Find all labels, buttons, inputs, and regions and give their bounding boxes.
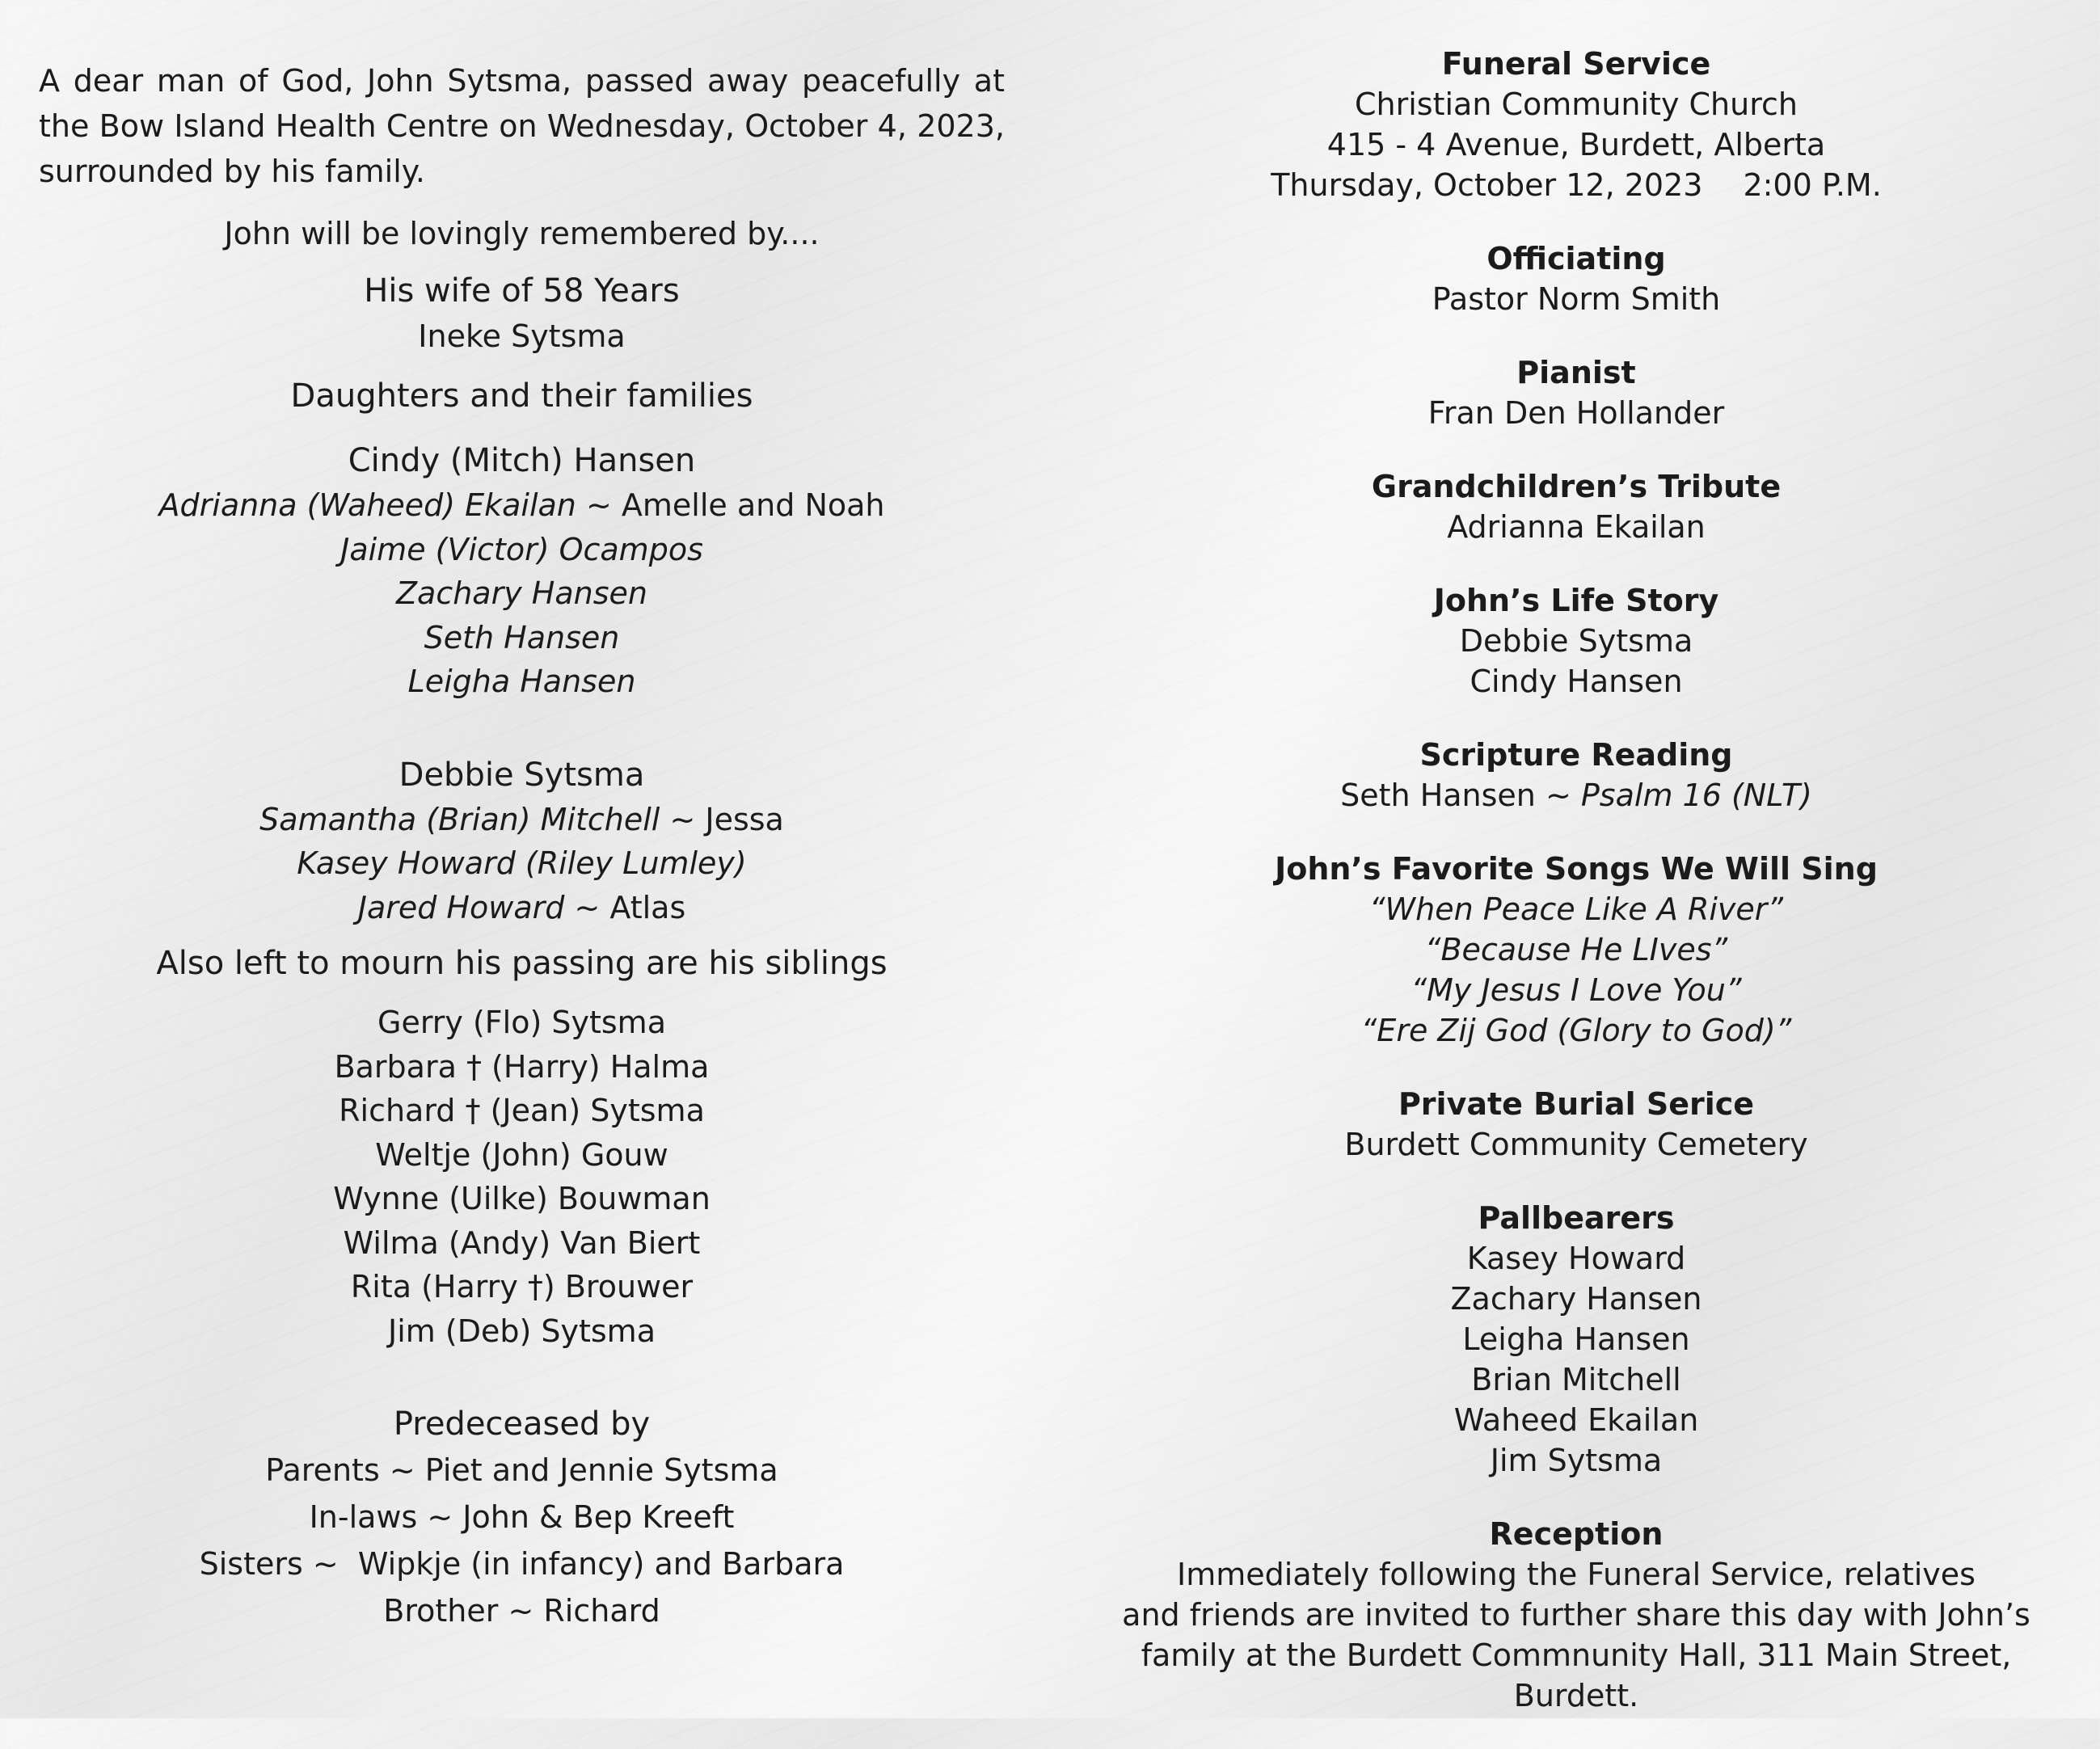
pianist-section [1075,352,2077,433]
pallbearer-name: Brian Mitchell [1471,1362,1681,1397]
predeceased-item: Sisters ~ Wipkje (in infancy) and Barbara [199,1546,845,1582]
sibling-item: Wynne (Uilke) Bouwman [333,1181,711,1216]
predeceased-heading: Predeceased by [393,1406,651,1443]
siblings-heading: Also left to mourn his passing are his siblings [156,945,888,982]
sibling-item: Richard † (Jean) Sytsma [339,1093,705,1128]
predeceased-item: In-laws ~ John & Bep Kreeft [309,1499,735,1535]
family-member: Kasey Howard (Riley Lumley) [297,845,747,881]
family-member: Jared Howard ~ Atlas [357,889,686,925]
family-member: Samantha (Brian) Mitchell ~ Jessa [259,801,784,837]
burial-section [1075,1084,2077,1165]
pallbearer-name: Zachary Hansen [1450,1281,1702,1317]
survivors-section [39,209,1005,1634]
section-title: Officiating [1486,241,1666,276]
songs-section [1075,849,2077,1051]
family-member: Jaime (Victor) Ocampos [340,531,703,567]
left-panel [39,0,1005,1718]
section-title: Pianist [1516,355,1636,390]
sibling-item: Jim (Deb) Sytsma [388,1313,656,1349]
family-member: Zachary Hansen [396,575,647,611]
service-datetime: Thursday, October 12, 2023 2:00 P.M. [1271,167,1882,203]
officiating-section [1075,238,2077,319]
section-title: Funeral Service [1441,46,1711,82]
reception-line: and friends are invited to further share this day with John’s [1122,1597,2030,1633]
song-title: “Because He LIves” [1424,932,1728,967]
burial-place: Burdett Community Cemetery [1344,1127,1808,1162]
sibling-item: Weltje (John) Gouw [375,1136,668,1173]
song-title: “Ere Zij God (Glory to God)” [1360,1013,1792,1048]
pianist-name: Fran Den Hollander [1427,395,1725,431]
family-member: Seth Hansen [424,619,620,655]
reception-line: family at the Burdett Commnunity Hall, 311 Main Street, Burdett. [1141,1637,2012,1713]
section-title: John’s Favorite Songs We Will Sing [1275,851,1878,887]
sibling-item: Wilma (Andy) Van Biert [343,1224,701,1261]
service-program [1075,44,2077,1749]
song-title: “My Jesus I Love You” [1411,972,1742,1008]
life-story-section [1075,580,2077,702]
reception-section [1075,1514,2077,1716]
church-name: Christian Community Church [1355,86,1798,122]
predeceased-item: Parents ~ Piet and Jennie Sytsma [265,1452,778,1488]
right-panel [1075,0,2077,1718]
scripture-line: Seth Hansen ~ Psalm 16 (NLT) [1340,778,1812,813]
family-head-cindy: Cindy (Mitch) Hansen [348,442,696,479]
pallbearer-name: Waheed Ekailan [1453,1402,1699,1438]
pallbearer-name: Jim Sytsma [1490,1443,1663,1478]
sibling-item: Barbara † (Harry) Halma [334,1048,710,1085]
life-story-name: Cindy Hansen [1470,664,1683,699]
pallbearer-name: Leigha Hansen [1462,1321,1690,1357]
officiant-name: Pastor Norm Smith [1432,281,1721,317]
daughters-heading: Daughters and their families [290,377,753,415]
section-title: John’s Life Story [1433,583,1719,618]
section-title: Reception [1489,1516,1664,1552]
family-member: Leigha Hansen [407,664,636,699]
family-head-debbie: Debbie Sytsma [398,756,645,794]
pallbearer-name: Kasey Howard [1466,1241,1686,1276]
section-title: Scripture Reading [1419,737,1733,773]
section-title: Grandchildren’s Tribute [1371,469,1782,504]
section-title: Private Burial Serice [1398,1086,1755,1122]
section-title: Pallbearers [1478,1200,1675,1236]
tribute-section [1075,466,2077,547]
sibling-item: Rita (Harry †) Brouwer [350,1269,694,1304]
intro-paragraph: A dear man of God, John Sytsma, passed away peacefully at the Bow Island Health Centre on Wednesday, October 4, 2023, surrounded by his family. [39,63,1005,189]
pallbearers-section [1075,1198,2077,1481]
predeceased-item: Brother ~ Richard [383,1593,660,1629]
sibling-item: Gerry (Flo) Sytsma [377,1005,666,1040]
song-title: “When Peace Like A River” [1368,891,1784,927]
tribute-name: Adrianna Ekailan [1447,509,1706,545]
life-story-name: Debbie Sytsma [1459,623,1693,659]
remembered-lead: John will be lovingly remembered by.... [224,216,820,251]
wife-heading: His wife of 58 Years [364,272,680,310]
scripture-section [1075,735,2077,815]
family-member: Adrianna (Waheed) Ekailan ~ Amelle and Noah [158,487,885,523]
funeral-service-section [1075,44,2077,205]
church-address: 415 - 4 Avenue, Burdett, Alberta [1326,127,1826,162]
reception-line: Immediately following the Funeral Service, relatives [1177,1557,1976,1592]
wife-name: Ineke Sytsma [418,318,626,354]
